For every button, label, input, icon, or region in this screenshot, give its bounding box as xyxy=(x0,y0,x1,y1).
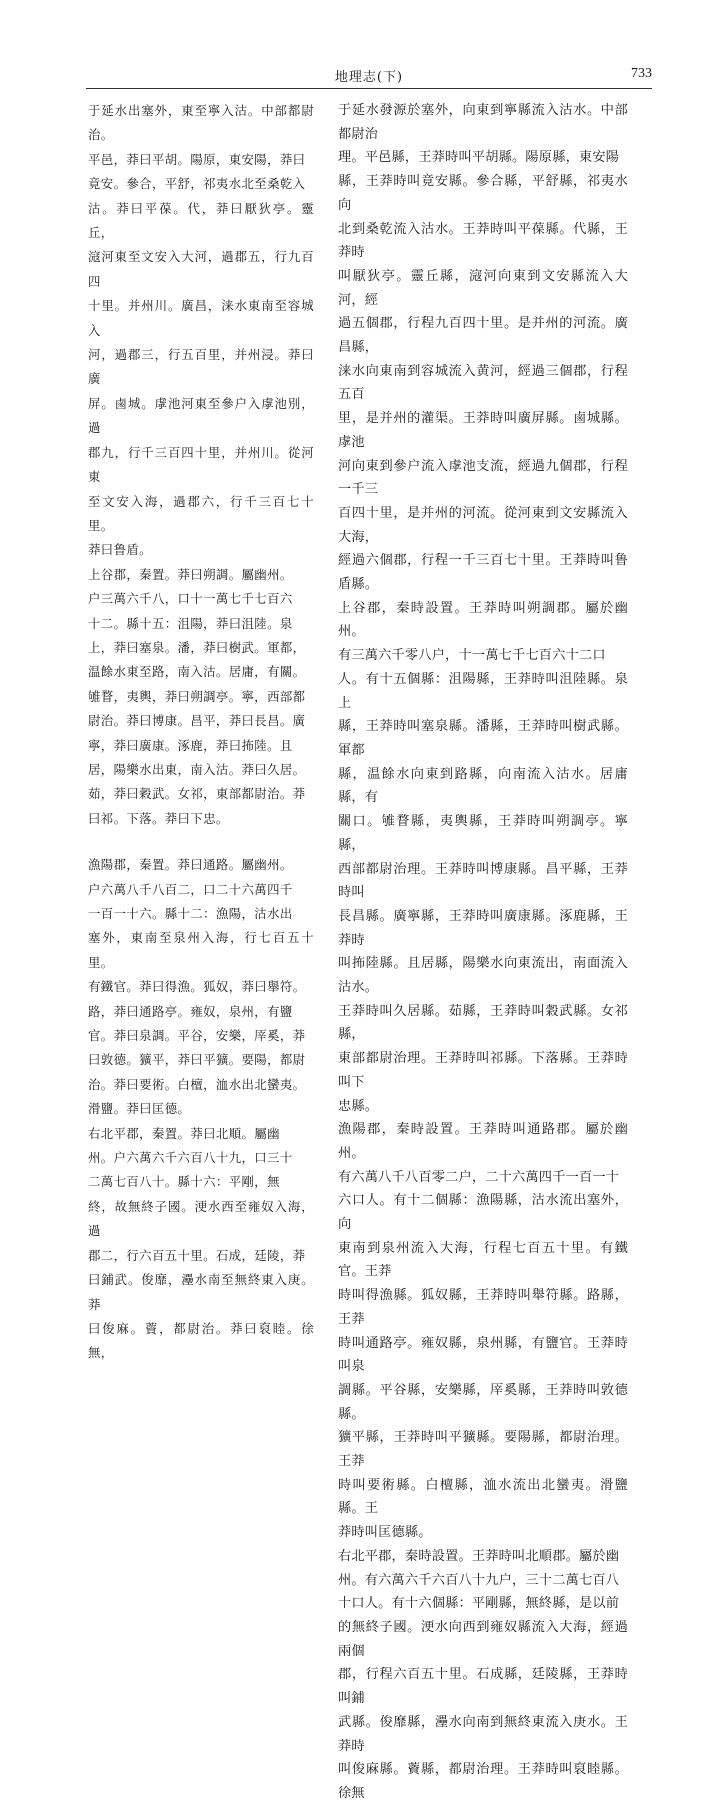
page-number: 733 xyxy=(631,66,652,81)
translation-column xyxy=(338,99,628,1801)
text-block-youbeiping: 右北平郡，秦置。莽曰北順。屬幽 州。户六萬六千六百八十九，口三十 二萬七百八十。縣十六：平剛，無 終，故無終子國。浭水西至雍奴入海，過 郡二，行六百五十里。石成，廷陵，莽 曰鋪武。俊靡，灅水南至無終東入庚。莽 曰俊麻。薋，都尉治。莽曰裒睦。徐無， xyxy=(88,1125,314,1361)
text-block-yuyang: 漁陽郡，秦置。莽曰通路。屬幽州。 户六萬八千八百二，口二十六萬四千 一百一十六。縣十二：漁陽，沽水出 塞外，東南至泉州入海，行七百五十里。 有鐵官。莽曰得漁。狐奴，莽曰舉符。 路，莽曰通路亭。雍奴，泉州，有鹽 官。莽曰泉調。平谷，安樂，厗奚，莽 曰敦德。獷平，莽曰平獷。要陽，都尉 治。莽曰要術。白檀，洫水出北蠻夷。 滑鹽。莽曰匡德。 xyxy=(88,857,314,1117)
text-block-shanggu: 上谷郡，秦置。莽曰朔調。屬幽州。 户三萬六千八，口十一萬七千七百六 十二。縣十五：沮陽，莽曰沮陸。泉 上，莽曰塞泉。潘，莽曰樹武。軍都， 温餘水東至路，南入沽。居庸，有關。 雊瞀，夷輿，莽曰朔調亭。寧，西部都 尉治。莽曰博康。昌平，莽曰長昌。廣 寧，莽曰廣康。涿鹿，莽曰抪陸。且 居，陽樂水出東，南入沽。莽曰久居。 茹，莽曰穀武。女祁，東部都尉治。莽 曰祁。下落。莽曰下忠。 xyxy=(88,566,306,826)
translation-block-shanggu: 上谷郡，秦時設置。王莽時叫朔調郡。屬於幽州。 有三萬六千零八户，十一萬七千七百六十二口 人。有十五個縣：沮陽縣，王莽時叫沮陸縣。泉上 縣，王莽時叫塞泉縣。潘縣，王莽時叫樹武縣。軍都 縣，温餘水向東到路縣，向南流入沽水。居庸縣，有 關口。雊瞀縣，夷輿縣，王莽時叫朔調亭。寧縣， 西部都尉治理。王莽時叫博康縣。昌平縣，王莽時叫 長昌縣。廣寧縣，王莽時叫廣康縣。涿鹿縣，王莽時 叫抪陸縣。且居縣，陽樂水向東流出，南面流入沽水。 王莽時叫久居縣。茹縣，王莽時叫穀武縣。女祁縣， 東部都尉治理。王莽時叫祁縣。下落縣。王莽時叫下 忠縣。 xyxy=(338,600,628,1114)
text-block-daijun-tail: 于延水出塞外，東至寧入沽。中部都尉治。 平邑，莽曰平胡。陽原，東安陽，莽曰 竟安。參合，平舒，祁夷水北至桑乾入 沽。莽曰平葆。代，莽曰厭狄亭。靈丘， 滱河東至文安入大河，過郡五，行九百四 十里。并州川。廣昌，涞水東南至容城入 河，過郡三，行五百里，并州浸。莽曰廣 屏。鹵城。虖池河東至參户入虖池別，過 郡九，行千三百四十里，并州川。從河東 至文安入海，過郡六，行千三百七十里。 莽曰鲁盾。 xyxy=(88,103,314,558)
page-header xyxy=(86,66,652,88)
header-rule xyxy=(86,88,652,89)
classical-text-column xyxy=(88,99,314,1361)
section-gap xyxy=(88,831,314,853)
translation-block-yuyang: 漁陽郡，秦時設置。王莽時叫通路郡。屬於幽州。 有六萬八千八百零二户，二十六萬四千一百一十 六口人。有十二個縣：漁陽縣，沽水流出塞外，向 東南到泉州流入大海，行程七百五十里。有鐵官。王莽 時叫得漁縣。狐奴縣，王莽時叫舉符縣。路縣，王莽 時叫通路亭。雍奴縣，泉州縣，有鹽官。王莽時叫泉 調縣。平谷縣，安樂縣，厗奚縣，王莽時叫敦德縣。 獷平縣，王莽時叫平獷縣。要陽縣，都尉治理。王莽 時叫要術縣。白檀縣，洫水流出北蠻夷。滑鹽縣。王 莽時叫匡德縣。 xyxy=(338,1122,628,1541)
running-title: 地理志(下) xyxy=(334,70,404,85)
translation-block-youbeiping: 右北平郡，秦時設置。王莽時叫北順郡。屬於幽 州。有六萬六千六百八十九户，三十二萬七百八 十口人。有十六個縣：平剛縣，無終縣，是以前 的無終子國。浭水向西到雍奴縣流入大海，經過兩個 郡，行程六百五十里。石成縣，廷陵縣，王莽時叫鋪 武縣。俊靡縣，灅水向南到無終東流入庚水。王莽時 叫俊麻縣。薋縣，都尉治理。王莽時叫裒睦縣。徐無 xyxy=(338,1548,628,1801)
translation-block-daijun-tail: 于延水發源於塞外，向東到寧縣流入沽水。中部都尉治 理。平邑縣，王莽時叫平胡縣。陽原縣，東安陽 縣，王莽時叫竟安縣。參合縣，平舒縣，祁夷水向 北到桑乾流入沽水。王莽時叫平葆縣。代縣，王莽時 叫厭狄亭。靈丘縣，滱河向東到文安縣流入大河，經 過五個郡，行程九百四十里。是并州的河流。廣昌縣， 涞水向東南到容城流入黄河，經過三個郡，行程五百 里，是并州的灌渠。王莽時叫廣屏縣。鹵城縣。虖池 河向東到參户流入虖池支流，經過九個郡，行程一千三 百四十里，是并州的河流。從河東到文安縣流入大海， 經過六個郡，行程一千三百七十里。王莽時叫鲁盾縣。 xyxy=(338,103,628,593)
